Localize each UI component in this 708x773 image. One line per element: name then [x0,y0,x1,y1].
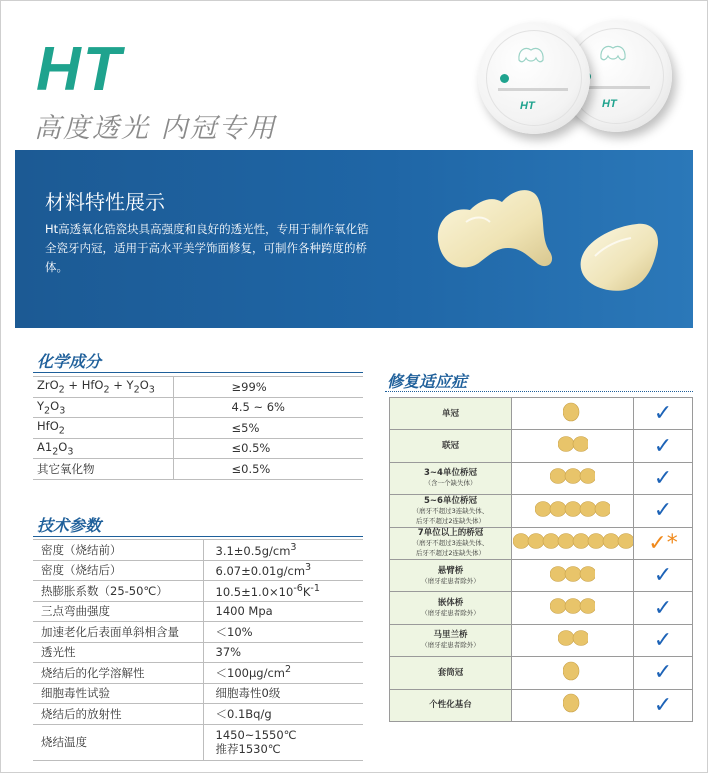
table-row [33,642,363,663]
crown-unit [618,534,633,549]
brand-logo-icon [500,74,509,83]
parameter-name: 三点弯曲强度 [33,601,203,622]
parameter-name: 烧结后的放射性 [33,704,203,725]
crown-unit [588,534,604,549]
crown-unit [563,694,579,712]
component-value: 4.5 ~ 6% [173,397,363,418]
table-row [33,663,363,684]
table-row [33,601,363,622]
indication-label: 联冠 [441,441,459,452]
indication-note: （磨牙症患者除外） [421,609,480,618]
crown-unit [595,501,610,516]
indication-name [390,592,512,624]
parameter-value: $<100\mu g/cm^2$ [203,663,363,684]
table-row [33,622,363,643]
indication-row [390,559,693,591]
restoration-image [512,592,634,624]
restoration-image [512,462,634,494]
indication-row [390,527,693,559]
indication-note: （磨牙症患者除外） [421,576,480,585]
crown-unit [550,469,566,484]
indication-label: 悬臂桥 [437,565,464,576]
technical-table [33,539,363,761]
restoration-image [512,398,634,430]
component-value: ≤0.5% [173,438,363,459]
crown-unit [563,662,579,680]
restoration-image [512,559,634,591]
parameter-value: $3.1\pm 0.5g/cm^3$ [203,540,363,561]
parameter-value: 细胞毒性0级 [203,683,363,704]
crown-image [563,692,583,714]
indication-name [390,527,512,559]
divider [33,536,363,537]
disc-label: HT [602,98,617,110]
bridge-crown-image [430,182,580,282]
check-icon: ✓ [634,462,693,494]
table-row [33,581,363,602]
disc-label: HT [520,100,535,112]
parameter-value: $6.07\pm 0.01g/cm^3$ [203,560,363,581]
indication-name [390,398,512,430]
indication-label: 单冠 [441,408,459,419]
component-name: 其它氧化物 [33,459,173,480]
banner-description: Ht高透氧化锆瓷块具高强度和良好的透光性，专用于制作氧化锆全瓷牙内冠，适用于高水平美学饰面修复，可制作各种跨度的桥体。 [45,222,369,274]
indication-row [390,657,693,689]
indication-name [390,495,512,527]
technical-section-title: 技术参数 [37,516,102,535]
crown-image [513,530,633,552]
parameter-value: ＜10% [203,622,363,643]
crown-unit [580,469,595,484]
indication-name [390,657,512,689]
parameter-value: 1400 Mpa [203,601,363,622]
brand-title: HT [36,35,123,104]
crown-unit [580,599,595,614]
table-row [33,397,363,418]
indication-row [390,689,693,721]
divider [385,391,693,392]
parameter-value: ＜0.1Bq/g [203,704,363,725]
indication-note: （含一个缺失体） [424,479,477,488]
indication-label: 7单位以上的桥冠 [417,528,484,539]
check-icon: ✓ [634,624,693,656]
crown-image [558,433,588,455]
table-row [33,438,363,459]
check-icon: ✓ [634,495,693,527]
restoration-image [512,527,634,559]
crown-unit [558,631,574,646]
material-properties-banner [15,150,693,328]
indication-note: （磨牙不超过3连缺失体、 [412,539,489,548]
parameter-name: 细胞毒性试验 [33,683,203,704]
check-icon: ✓ [634,657,693,689]
parameter-name: 加速老化后表面单斜相含量 [33,622,203,643]
parameter-name: 密度（烧结后） [33,560,203,581]
indication-label: 5~6单位桥冠 [424,495,477,506]
parameter-name: 透光性 [33,642,203,663]
table-row [33,459,363,480]
crown-image [563,401,583,423]
component-value: ≤5% [173,418,363,439]
chemical-section-title: 化学成分 [37,352,102,371]
parameter-value: $10.5\pm 1.0\times 10^{-6}K^{-1}$ [203,581,363,602]
restoration-image [512,495,634,527]
check-icon: ✓ [634,592,693,624]
restoration-image [512,657,634,689]
indication-name [390,689,512,721]
zirconia-disc-image-front [478,22,590,134]
component-name: HfO$_2$ [33,418,173,439]
indication-name [390,559,512,591]
crown-image [535,498,610,520]
check-icon: ✓ [634,689,693,721]
crown-unit [580,566,595,581]
crown-unit [528,534,544,549]
table-row [33,418,363,439]
indication-row [390,430,693,462]
parameter-value: 1450~1550℃ 推荐1530℃ [203,724,363,760]
component-value: ≤0.5% [173,459,363,480]
restoration-image [512,624,634,656]
tooth-logo-icon [598,42,628,64]
crown-unit [543,534,559,549]
table-row [33,724,363,760]
crown-unit [565,566,581,581]
table-row [33,683,363,704]
crown-unit [550,599,566,614]
crown-unit [580,501,596,516]
crown-unit [513,534,529,549]
parameter-name: 烧结后的化学溶解性 [33,663,203,684]
indication-note: （磨牙症患者除外） [421,641,480,650]
parameter-name: 密度（烧结前） [33,540,203,561]
page-subtitle: 高度透光 内冠专用 [34,113,277,144]
component-name: $ZrO_2 + HfO_2 + Y_2O_3$ [33,377,173,398]
restoration-image [512,430,634,462]
parameter-name: 热膨胀系数（25-50℃） [33,581,203,602]
crown-image [550,465,595,487]
crown-unit [550,566,566,581]
indication-note: （磨牙不超过3连缺失体、 [412,506,489,515]
crown-unit [565,501,581,516]
indications-section-title: 修复适应症 [387,372,468,391]
crown-unit [573,631,588,646]
check-icon: ✓ [634,398,693,430]
tooth-logo-icon [516,44,546,66]
table-row [33,377,363,398]
check-icon: ✓ [634,559,693,591]
crown-image [563,660,583,682]
indications-table [389,397,693,722]
crown-unit [573,437,588,452]
component-value: ≥99% [173,377,363,398]
crown-unit [573,534,589,549]
crown-unit [535,501,551,516]
indication-label: 马里兰桥 [433,630,468,641]
indication-label: 个性化基台 [429,700,472,711]
banner-title: 材料特性展示 [45,190,165,214]
table-row [33,704,363,725]
indication-label: 3~4单位桥冠 [424,468,477,479]
indication-note: 后牙不超过2连缺失体） [415,549,486,558]
indication-note: 后牙不超过2连缺失体） [415,516,486,525]
indication-label: 套筒冠 [437,667,464,678]
indication-row [390,462,693,494]
indication-label: 嵌体桥 [437,598,464,609]
component-name: $Y_2O_3$ [33,397,173,418]
crown-unit [558,437,574,452]
crown-unit [603,534,619,549]
indication-row [390,495,693,527]
check-icon: ✓ [634,430,693,462]
indication-name [390,462,512,494]
indication-name [390,430,512,462]
crown-unit [558,534,574,549]
crown-image [550,595,595,617]
component-name: $A1_2O_3$ [33,438,173,459]
crown-unit [565,469,581,484]
crown-unit [550,501,566,516]
crown-image [558,627,588,649]
parameter-name: 烧结温度 [33,724,203,760]
restoration-image [512,689,634,721]
crown-image [550,563,595,585]
divider [33,372,363,373]
indication-name [390,624,512,656]
indication-row [390,398,693,430]
indication-row [390,624,693,656]
table-row [33,540,363,561]
indication-row [390,592,693,624]
chemical-table [33,376,363,480]
table-row [33,560,363,581]
check-caution-icon: ✓* [634,527,693,559]
crown-unit [563,403,579,421]
crown-unit [565,599,581,614]
single-crown-image [575,220,665,295]
parameter-value: 37% [203,642,363,663]
